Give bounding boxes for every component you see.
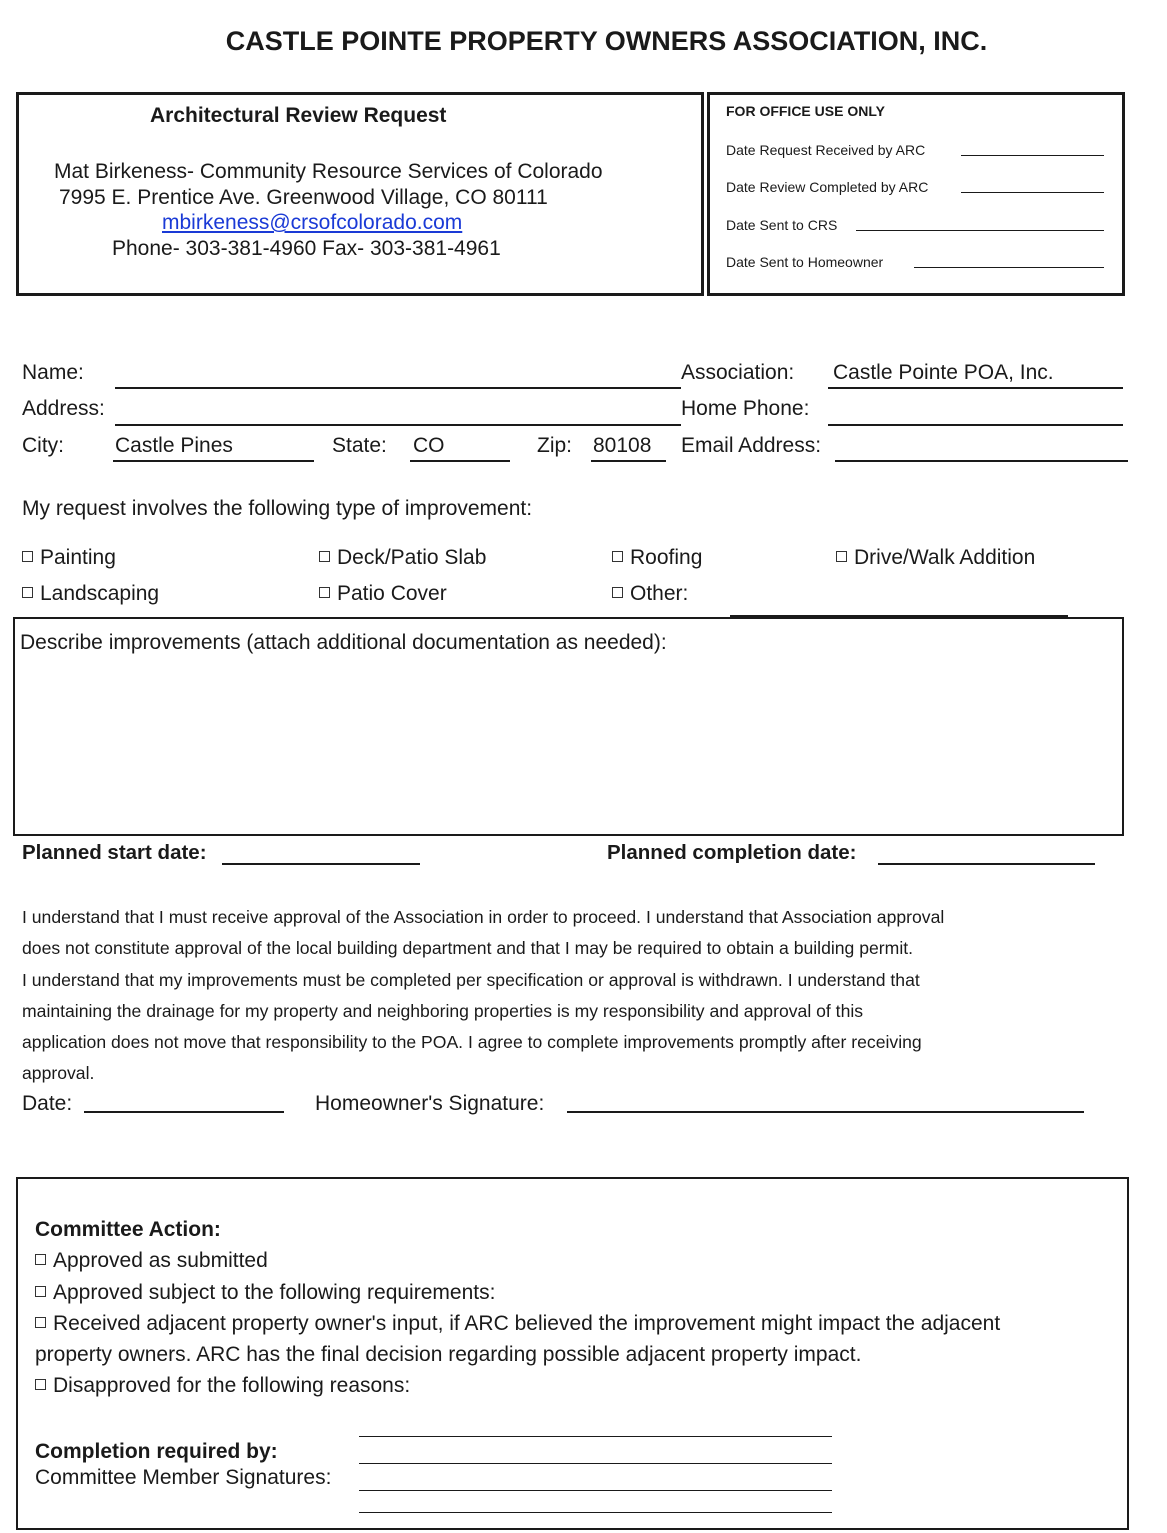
improvement-prompt: My request involves the following type of improvement: — [22, 497, 533, 520]
option-deck-patio-slab[interactable] — [319, 546, 486, 570]
office-field-sent-crs: Date Sent to CRS — [726, 217, 838, 233]
agreement-line: application does not move that responsibility to the POA. I agree to complete improvements promptly after receiving — [22, 1032, 922, 1052]
homeowner-signature-field[interactable] — [567, 1111, 1084, 1113]
office-field-sent-crs-line[interactable] — [856, 230, 1104, 231]
checkbox-icon[interactable] — [319, 587, 330, 598]
office-field-sent-homeowner: Date Sent to Homeowner — [726, 254, 884, 270]
option-landscaping[interactable] — [22, 582, 159, 606]
committee-adjacent-input-label: Received adjacent property owner's input, if ARC believed the improvement might impact the adjacent — [53, 1312, 1001, 1335]
option-drive-walk-addition[interactable] — [836, 546, 1035, 570]
page-title: CASTLE POINTE PROPERTY OWNERS ASSOCIATION, INC. — [225, 26, 988, 56]
agreement-line: does not constitute approval of the local building department and that I may be required to obtain a building permit. — [22, 938, 914, 958]
option-roofing-label: Roofing — [630, 546, 703, 569]
zip-value[interactable]: 80108 — [593, 434, 652, 457]
checkbox-icon[interactable] — [35, 1286, 46, 1297]
committee-adjacent-input-cont: property owners. ARC has the final decision regarding possible adjacent property impact. — [35, 1343, 862, 1366]
option-painting[interactable] — [22, 546, 116, 570]
completion-required-label: Completion required by: — [35, 1440, 278, 1463]
committee-signature-field[interactable] — [359, 1490, 832, 1491]
city-label: City: — [22, 434, 64, 457]
committee-approved-subject[interactable] — [35, 1281, 495, 1305]
form-heading: Architectural Review Request — [150, 104, 447, 127]
checkbox-icon[interactable] — [612, 587, 623, 598]
name-field[interactable] — [115, 387, 681, 389]
state-label: State: — [332, 434, 387, 457]
option-roofing[interactable] — [612, 546, 702, 570]
describe-label: Describe improvements (attach additional documentation as needed): — [20, 631, 667, 654]
address-field[interactable] — [115, 424, 681, 426]
homeowner-signature-label: Homeowner's Signature: — [315, 1092, 545, 1115]
checkbox-icon[interactable] — [612, 551, 623, 562]
contact-address: 7995 E. Prentice Ave. Greenwood Village, CO 80111 — [59, 186, 548, 209]
name-label: Name: — [22, 361, 84, 384]
planned-start-field[interactable] — [222, 863, 420, 865]
office-field-received-line[interactable] — [961, 155, 1104, 156]
office-use-heading: FOR OFFICE USE ONLY — [726, 103, 885, 119]
committee-signature-field[interactable] — [359, 1512, 832, 1513]
city-value[interactable]: Castle Pines — [115, 434, 233, 457]
option-patio-cover-label: Patio Cover — [337, 582, 447, 605]
checkbox-icon[interactable] — [35, 1379, 46, 1390]
option-deck-patio-slab-label: Deck/Patio Slab — [337, 546, 487, 569]
committee-disapproved-label: Disapproved for the following reasons: — [53, 1374, 411, 1397]
checkbox-icon[interactable] — [22, 587, 33, 598]
checkbox-icon[interactable] — [35, 1317, 46, 1328]
home-phone-label: Home Phone: — [681, 397, 810, 420]
address-label: Address: — [22, 397, 105, 420]
association-value[interactable]: Castle Pointe POA, Inc. — [833, 361, 1054, 384]
committee-approved[interactable] — [35, 1249, 268, 1273]
date-label: Date: — [22, 1092, 73, 1115]
agreement-line: maintaining the drainage for my property and neighboring properties is my responsibility and approval of this — [22, 1001, 864, 1021]
association-label: Association: — [681, 361, 795, 384]
checkbox-icon[interactable] — [22, 551, 33, 562]
committee-approved-subject-label: Approved subject to the following requirements: — [53, 1281, 496, 1304]
completion-required-field[interactable] — [359, 1436, 832, 1437]
office-field-completed: Date Review Completed by ARC — [726, 179, 929, 195]
committee-signatures-label: Committee Member Signatures: — [35, 1466, 332, 1489]
zip-field[interactable] — [591, 460, 666, 462]
option-patio-cover[interactable] — [319, 582, 447, 606]
association-field[interactable] — [828, 387, 1123, 389]
planned-start-label: Planned start date: — [22, 841, 207, 864]
email-label: Email Address: — [681, 434, 822, 457]
state-value[interactable]: CO — [413, 434, 445, 457]
option-landscaping-label: Landscaping — [40, 582, 160, 605]
checkbox-icon[interactable] — [319, 551, 330, 562]
committee-signature-field[interactable] — [359, 1463, 832, 1464]
contact-email[interactable] — [162, 211, 462, 235]
committee-approved-label: Approved as submitted — [53, 1249, 268, 1272]
office-field-received: Date Request Received by ARC — [726, 142, 926, 158]
option-other[interactable] — [612, 582, 688, 606]
planned-completion-field[interactable] — [878, 863, 1095, 865]
agreement-line: I understand that my improvements must be completed per specification or approval is withdrawn. I understand that — [22, 970, 920, 990]
agreement-line: approval. — [22, 1063, 95, 1083]
checkbox-icon[interactable] — [836, 551, 847, 562]
option-other-label: Other: — [630, 582, 689, 605]
committee-disapproved[interactable] — [35, 1374, 410, 1398]
state-field[interactable] — [410, 460, 510, 462]
contact-name: Mat Birkeness- Community Resource Services of Colorado — [54, 160, 603, 183]
committee-adjacent-input[interactable] — [35, 1312, 1000, 1336]
email-field[interactable] — [835, 460, 1128, 462]
planned-completion-label: Planned completion date: — [607, 841, 857, 864]
zip-label: Zip: — [537, 434, 573, 457]
city-field[interactable] — [113, 460, 314, 462]
office-field-sent-homeowner-line[interactable] — [914, 267, 1104, 268]
option-painting-label: Painting — [40, 546, 116, 569]
agreement-line: I understand that I must receive approval of the Association in order to proceed. I understand that Association approval — [22, 907, 945, 927]
date-field[interactable] — [84, 1111, 284, 1113]
option-drive-walk-addition-label: Drive/Walk Addition — [854, 546, 1036, 569]
office-field-completed-line[interactable] — [961, 192, 1104, 193]
contact-email-link[interactable]: mbirkeness@crsofcolorado.com — [162, 211, 463, 234]
committee-heading: Committee Action: — [35, 1218, 221, 1241]
checkbox-icon[interactable] — [35, 1254, 46, 1265]
contact-phone: Phone- 303-381-4960 Fax- 303-381-4961 — [112, 237, 501, 260]
home-phone-field[interactable] — [828, 424, 1123, 426]
